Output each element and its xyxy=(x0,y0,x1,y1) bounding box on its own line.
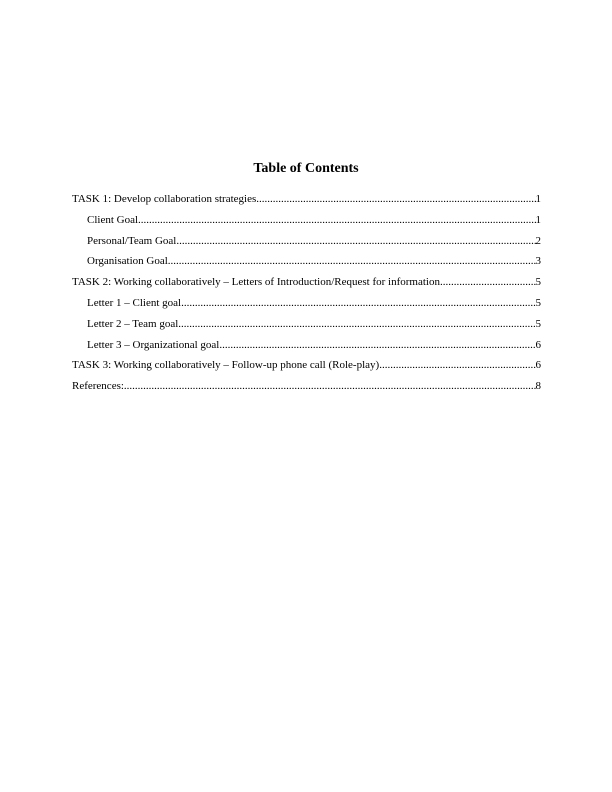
dot-leader xyxy=(124,379,536,393)
toc-entry-letter-1[interactable] xyxy=(72,296,541,317)
dot-leader xyxy=(178,317,535,331)
toc-list xyxy=(72,192,541,400)
toc-entry-label: TASK 1: Develop collaboration strategies xyxy=(72,193,257,205)
dot-leader xyxy=(138,213,535,227)
toc-entry-label: Organisation Goal xyxy=(87,255,168,268)
dot-leader xyxy=(440,275,536,289)
toc-entry-page: 6 xyxy=(535,359,541,372)
toc-entry-label: References: xyxy=(72,380,124,393)
toc-entry-page: 5 xyxy=(535,276,541,289)
toc-entry-personal-team-goal[interactable] xyxy=(72,234,541,255)
toc-entry-page: 3 xyxy=(535,255,541,268)
toc-entry-label: Letter 1 – Client goal xyxy=(87,296,182,309)
toc-title: Table of Contents xyxy=(253,161,359,176)
toc-entry-page: 1 xyxy=(535,193,541,205)
toc-entry-label: TASK 3: Working collaboratively – Follow-up phone call (Role-play) xyxy=(72,359,380,372)
toc-entry-client-goal[interactable] xyxy=(72,213,541,234)
dot-leader xyxy=(181,296,535,310)
toc-entry-letter-3[interactable] xyxy=(72,338,541,359)
toc-entry-page: 6 xyxy=(535,338,541,351)
toc-entry-task-1[interactable] xyxy=(72,192,541,213)
toc-entry-page: 5 xyxy=(535,296,541,309)
toc-entry-task-3[interactable] xyxy=(72,358,541,379)
dot-leader xyxy=(219,338,535,352)
toc-entry-task-2[interactable] xyxy=(72,275,541,296)
toc-entry-references[interactable] xyxy=(72,379,541,400)
toc-entry-label: Letter 2 – Team goal xyxy=(87,317,179,330)
toc-entry-organisation-goal[interactable] xyxy=(72,254,541,275)
dot-leader xyxy=(379,358,535,372)
toc-entry-label: Client Goal xyxy=(87,213,139,226)
toc-entry-label: TASK 2: Working collaboratively – Letters of Introduction/Request for information xyxy=(72,276,440,289)
toc-entry-letter-2[interactable] xyxy=(72,317,541,338)
toc-entry-label: Letter 3 – Organizational goal xyxy=(87,338,220,351)
toc-entry-page: 5 xyxy=(535,317,541,330)
dot-leader xyxy=(256,192,535,206)
toc-entry-page: 1 xyxy=(535,213,541,226)
dot-leader xyxy=(168,254,536,268)
dot-leader xyxy=(176,234,535,248)
toc-entry-page: 2 xyxy=(535,234,541,247)
toc-entry-page: 8 xyxy=(535,380,541,393)
toc-entry-label: Personal/Team Goal xyxy=(87,234,177,247)
